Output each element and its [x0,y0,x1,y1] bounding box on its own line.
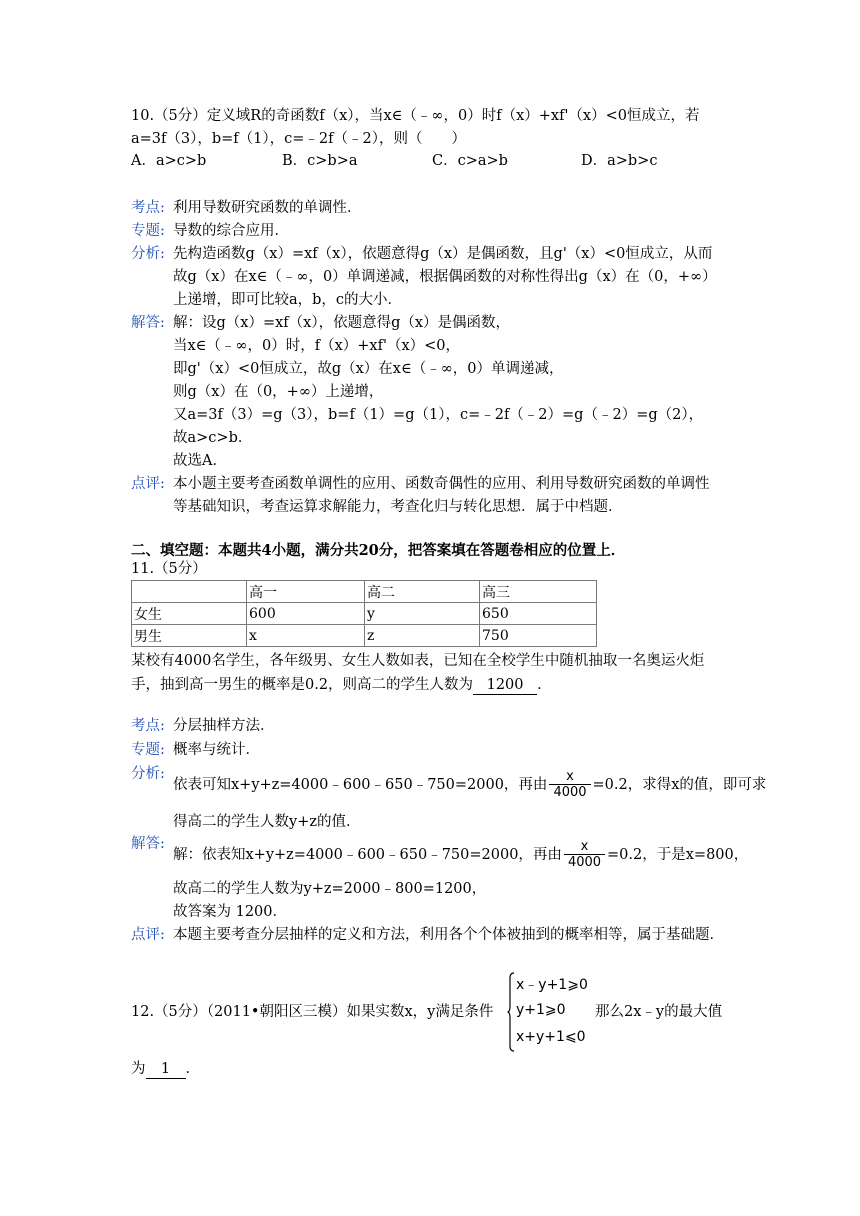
q11-zhuanti-label: 专题: [131,742,165,758]
table-cell: 男生 [132,625,247,647]
q11-jieda-post: =0.2，于是x=800， [607,847,749,863]
table-row [132,603,597,625]
fraction-numerator: x [580,839,589,854]
q12-line2-post: ． [185,1061,200,1077]
table-cell: 女生 [132,603,247,625]
q11-jieda-pre: 解：依表知x+y+z=4000﹣600﹣650﹣750=2000，再由 [173,847,562,863]
q10-jieda-line: 故选A． [173,453,227,469]
table-cell: 高二 [365,581,480,603]
q11-text-line1: 某校有4000名学生，各年级男、女生人数如表，已知在全校学生中随机抽取一名奥运火炬 [131,653,705,669]
q10-jieda-label: 解答: [131,315,165,331]
table-cell: 高一 [247,581,365,603]
q11-jieda-line3: 故答案为 1200． [173,904,288,920]
q12-stem-pre: 12.（5分）（2011•朝阳区三模）如果实数x，y满足条件 [131,1004,494,1020]
q11-kaodian-text: 分层抽样方法． [173,718,275,734]
q10-option-c: C．c>a>b [432,153,508,169]
q11-stem-head: 11.（5分） [131,561,207,577]
q10-kaodian-label: 考点: [131,200,165,216]
q11-fenxi-line1 [173,768,766,802]
left-brace-icon [507,972,515,1052]
q10-option-d: D．a>b>c [581,153,658,169]
q10-fenxi-line: 先构造函数g（x）=xf（x），依题意得g（x）是偶函数，且g'（x）<0恒成立，从而 [173,246,713,262]
q11-jieda-line1 [173,838,748,872]
q11-answer-blank: 1200 [473,676,537,695]
q10-jieda-line: 解：设g（x）=xf（x），依题意得g（x）是偶函数， [173,315,511,331]
q10-jieda-line: 又a=3f（3）=g（3），b=f（1）=g（1），c=﹣2f（﹣2）=g（﹣2）=g（2）， [173,407,704,423]
q11-fenxi-post: =0.2，求得x的值，即可求 [592,777,767,793]
q11-fenxi-label: 分析: [131,766,165,782]
q10-option-b: B．c>b>a [282,153,358,169]
q12-stem-post: 那么2x﹣y的最大值 [595,1004,723,1020]
table-cell: y [365,603,480,625]
q11-jieda-line2: 故高二的学生人数为y+z=2000﹣800=1200， [173,881,487,897]
q11-dianping-label: 点评: [131,927,165,943]
q10-dianping-label: 点评: [131,476,165,492]
q11-text-post: ． [537,677,552,693]
constraint-row: x﹣y+1⩾0 [516,977,588,993]
constraint-row: y+1⩾0 [516,1002,566,1018]
q11-jieda-label: 解答: [131,836,165,852]
table-row [132,581,597,603]
constraint-row: x+y+1⩽0 [516,1029,586,1045]
q10-fenxi-line: 上递增，即可比较a，b，c的大小． [173,292,403,308]
q10-jieda-line: 当x∈（﹣∞，0）时，f（x）+xf'（x）<0， [173,338,460,354]
table-cell: 600 [247,603,365,625]
q11-fraction [549,770,590,800]
q10-kaodian-text: 利用导数研究函数的单调性． [173,200,362,216]
table-row [132,625,597,647]
q10-dianping-line: 等基础知识，考查运算求解能力，考查化归与转化思想．属于中档题． [173,499,623,515]
q10-zhuanti-label: 专题: [131,223,165,239]
q11-kaodian-label: 考点: [131,718,165,734]
grade-table [131,580,597,647]
q11-fenxi-line2: 得高二的学生人数y+z的值． [173,814,361,830]
fraction-denominator: 4000 [567,855,602,870]
q11-zhuanti-text: 概率与统计． [173,742,260,758]
table-cell: 750 [480,625,597,647]
fraction-numerator: x [566,769,574,784]
q10-jieda-line: 则g（x）在（0，+∞）上递增， [173,384,384,400]
q10-dianping-line: 本小题主要考查函数单调性的应用、函数奇偶性的应用、利用导数研究函数的单调性 [173,476,710,492]
q11-text-pre: 手，抽到高一男生的概率是0.2，则高二的学生人数为 [131,677,474,693]
q10-jieda-line: 故a>c>b． [173,430,253,446]
table-cell: 650 [480,603,597,625]
q10-stem-line1: 10.（5分）定义域R的奇函数f（x），当x∈（﹣∞，0）时f（x）+xf'（x）<0恒成立，若 [131,108,700,124]
q11-dianping-text: 本题主要考查分层抽样的定义和方法，利用各个个体被抽到的概率相等，属于基础题． [173,927,724,943]
table-cell: z [365,625,480,647]
q12-constraint-system [507,972,602,1052]
q10-stem-line2: a=3f（3），b=f（1），c=﹣2f（﹣2），则（ ） [131,131,466,147]
q10-zhuanti-text: 导数的综合应用． [173,223,289,239]
fraction-denominator: 4000 [553,785,587,800]
q11-text-line2 [131,675,552,695]
q10-option-a: A．a>c>b [131,153,207,169]
q10-jieda-line: 即g'（x）<0恒成立，故g（x）在x∈（﹣∞，0）单调递减， [173,361,564,377]
q12-line2-pre: 为 [131,1061,146,1077]
table-cell: 高三 [480,581,597,603]
q10-fenxi-line: 故g（x）在x∈（﹣∞，0）单调递减，根据偶函数的对称性得出g（x）在（0，+∞） [173,269,717,285]
q10-fenxi-label: 分析: [131,246,165,262]
section-heading: 二、填空题：本题共4小题，满分共20分，把答案填在答题卷相应的位置上． [131,542,626,559]
table-cell: x [247,625,365,647]
q12-answer-blank: 1 [146,1060,186,1079]
q11-fraction [564,840,605,870]
table-cell [132,581,247,603]
q12-line2 [131,1059,200,1079]
q11-fenxi-pre: 依表可知x+y+z=4000﹣600﹣650﹣750=2000，再由 [173,777,548,793]
